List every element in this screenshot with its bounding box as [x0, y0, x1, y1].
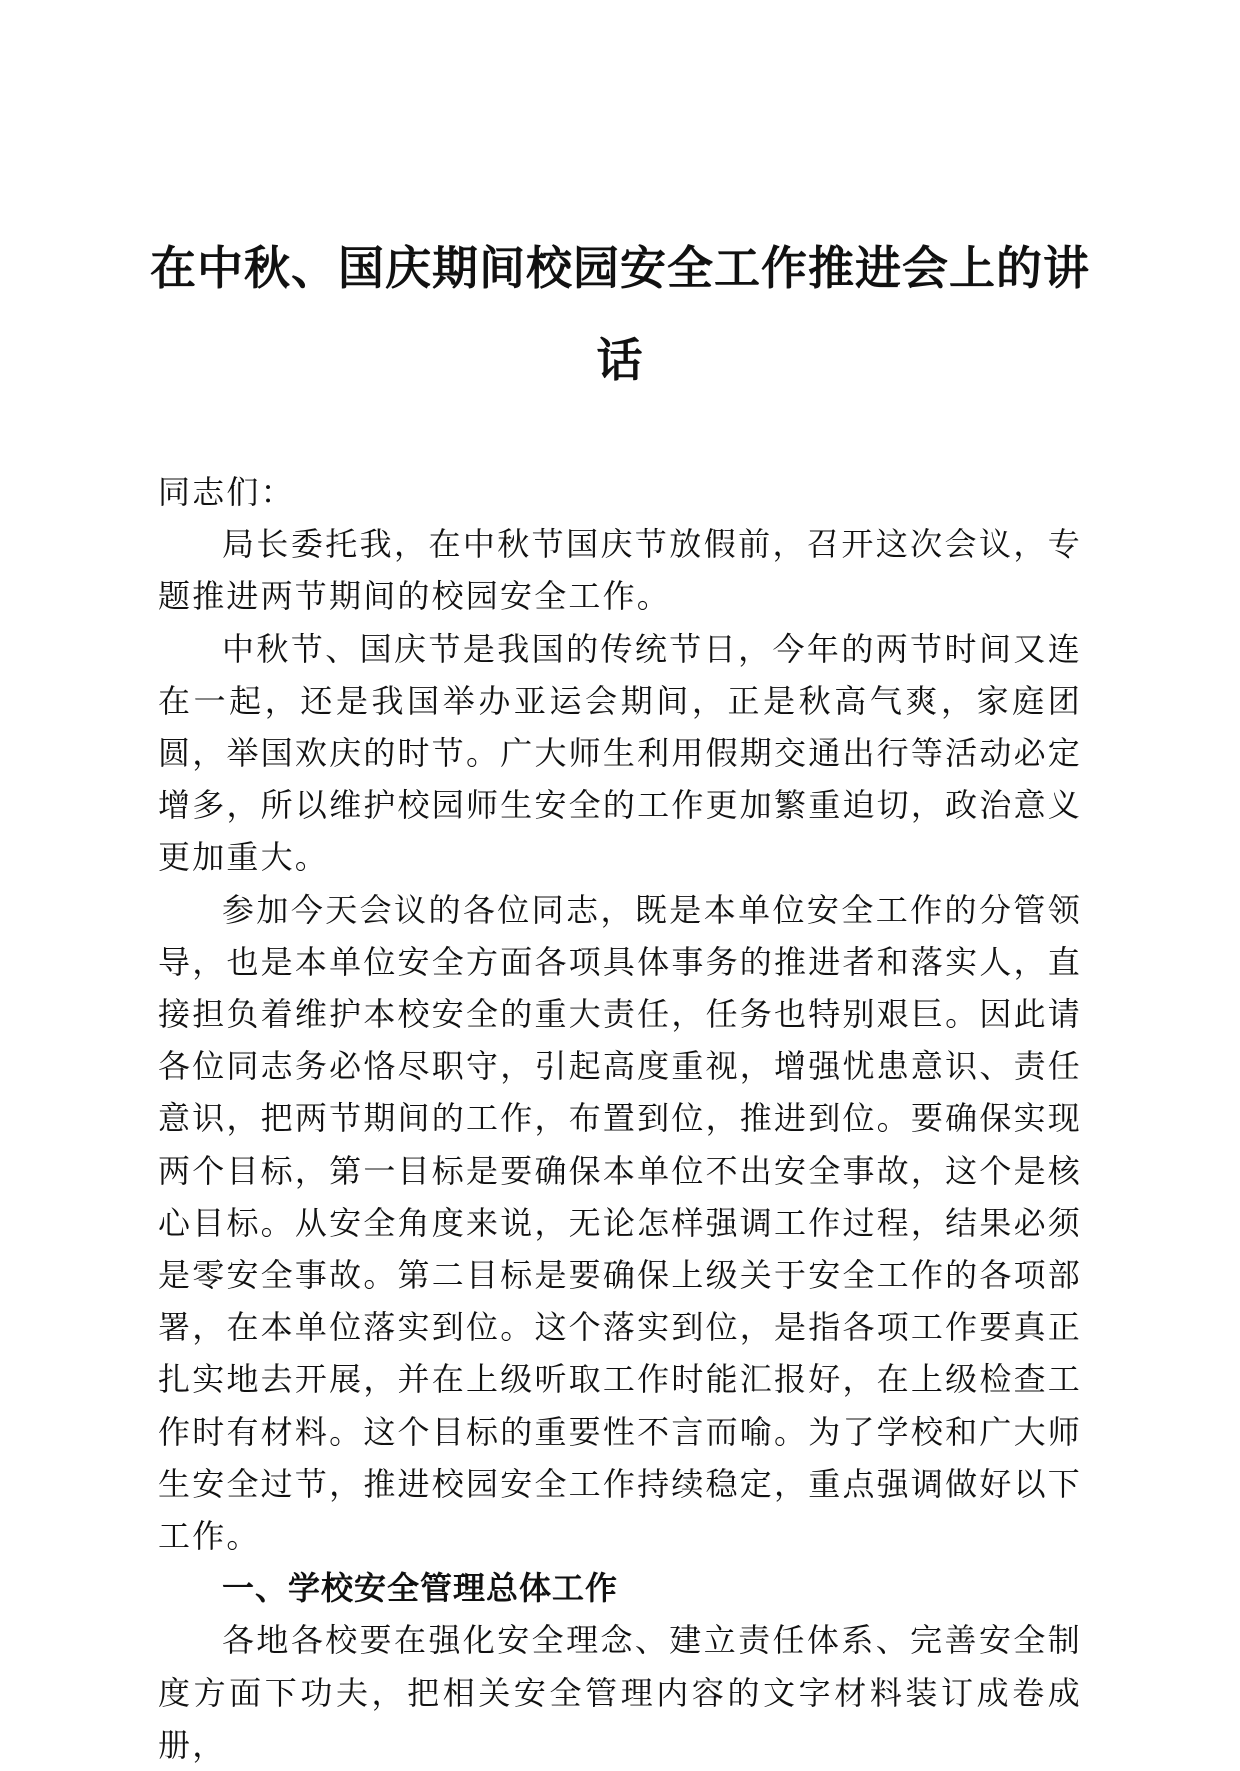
- paragraph: 各地各校要在强化安全理念、建立责任体系、完善安全制度方面下功夫，把相关安全管理内容的文字材料装订成卷成册，: [158, 1621, 1082, 1764]
- salutation: 同志们：: [158, 473, 295, 511]
- section-heading: 一、学校安全管理总体工作: [222, 1569, 619, 1608]
- paragraph: 中秋节、国庆节是我国的传统节日，今年的两节时间又连在一起，还是我国举办亚运会期间，正是秋高气爽，家庭团圆，举国欢庆的时节。广大师生利用假期交通出行等活动必定增多，所以维护校园师生安全的工作更加繁重迫切，政治意义更加重大。: [158, 629, 1082, 877]
- document-body: [158, 466, 1082, 1771]
- document-title: 在中秋、国庆期间校园安全工作推进会上的讲话: [150, 241, 1090, 387]
- paragraph: 局长委托我，在中秋节国庆节放假前，召开这次会议，专题推进两节期间的校园安全工作。: [158, 525, 1082, 616]
- paragraph: 参加今天会议的各位同志，既是本单位安全工作的分管领导，也是本单位安全方面各项具体事务的推进者和落实人，直接担负着维护本校安全的重大责任，任务也特别艰巨。因此请各位同志务必恪尽职守，引起高度重视，增强忧患意识、责任意识，把两节期间的工作，布置到位，推进到位。要确保实现两个目标，第一目标是要确保本单位不出安全事故，这个是核心目标。从安全角度来说，无论怎样强调工作过程，结果必须是零安全事故。第二目标是要确保上级关于安全工作的各项部署，在本单位落实到位。这个落实到位，是指各项工作要真正扎实地去开展，并在上级听取工作时能汇报好，在上级检查工作时有材料。这个目标的重要性不言而喻。为了学校和广大师生安全过节，推进校园安全工作持续稳定，重点强调做好以下工作。: [158, 890, 1082, 1556]
